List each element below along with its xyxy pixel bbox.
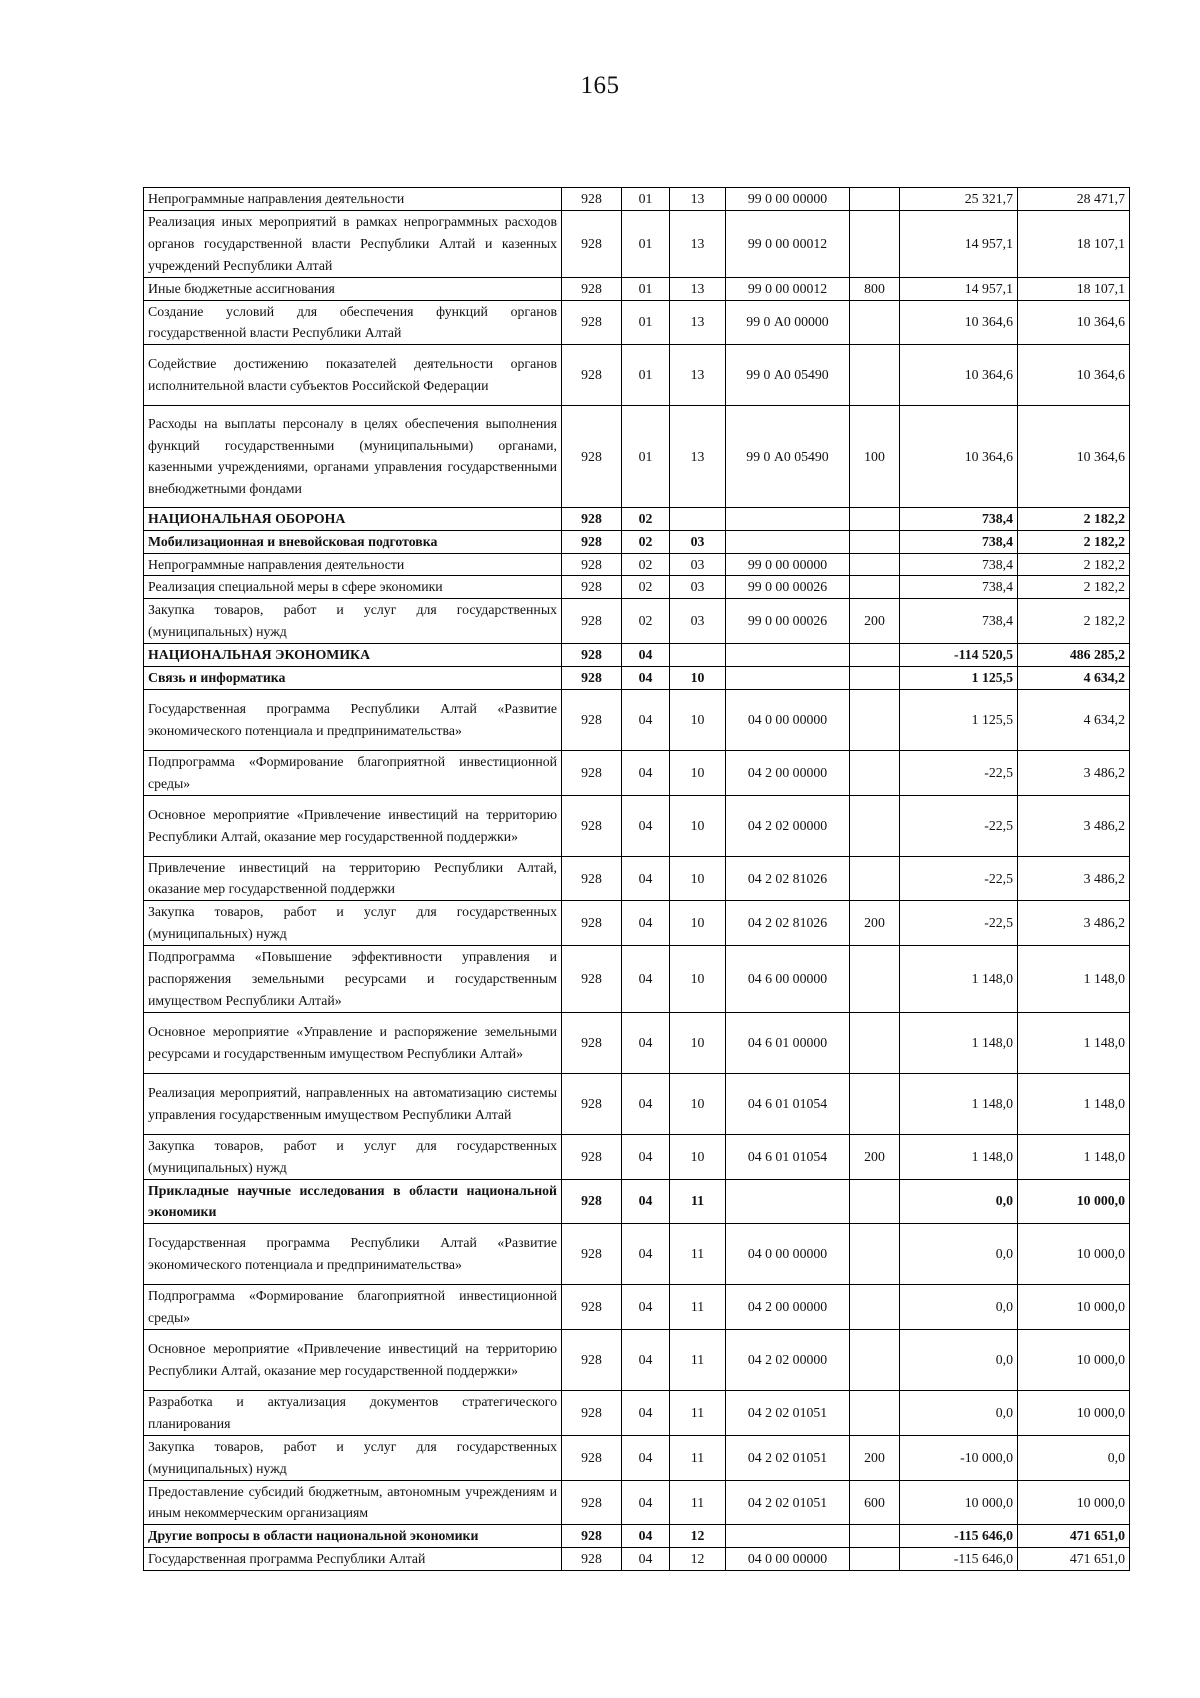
amount-total: 2 182,2: [1018, 599, 1130, 644]
amount-change: 738,4: [900, 599, 1018, 644]
section-code: 01: [622, 345, 670, 406]
item-name: Подпрограмма «Формирование благоприятной инвестиционной среды»: [144, 750, 562, 795]
admin-code: 928: [562, 795, 622, 856]
table-row: [144, 1435, 1130, 1480]
admin-code: 928: [562, 644, 622, 667]
subsection-code: [670, 507, 726, 530]
item-name: Закупка товаров, работ и услуг для государственных (муниципальных) нужд: [144, 901, 562, 946]
target-article-code: 99 0 А0 00000: [726, 300, 850, 345]
page-number: 165: [580, 72, 620, 99]
expense-type-code: [850, 1179, 900, 1224]
amount-total: 10 000,0: [1018, 1224, 1130, 1285]
expense-type-code: 800: [850, 277, 900, 300]
item-name: Закупка товаров, работ и услуг для государственных (муниципальных) нужд: [144, 1435, 562, 1480]
expense-type-code: [850, 750, 900, 795]
amount-change: -115 646,0: [900, 1548, 1018, 1571]
amount-total: 471 651,0: [1018, 1548, 1130, 1571]
amount-change: 14 957,1: [900, 210, 1018, 277]
expense-type-code: [850, 1012, 900, 1073]
amount-total: 4 634,2: [1018, 689, 1130, 750]
section-code: 04: [622, 644, 670, 667]
table-row: [144, 1073, 1130, 1134]
amount-total: 18 107,1: [1018, 277, 1130, 300]
item-name: Привлечение инвестиций на территорию Республики Алтай, оказание мер государственной поддержки: [144, 856, 562, 901]
expense-type-code: [850, 946, 900, 1013]
item-name: Разработка и актуализация документов стратегического планирования: [144, 1390, 562, 1435]
subsection-code: 10: [670, 1073, 726, 1134]
item-name: Государственная программа Республики Алтай «Развитие экономического потенциала и предпринимательства»: [144, 689, 562, 750]
item-name: Мобилизационная и вневойсковая подготовка: [144, 530, 562, 553]
table-row: [144, 1224, 1130, 1285]
section-code: 04: [622, 750, 670, 795]
expense-type-code: 200: [850, 1435, 900, 1480]
target-article-code: [726, 667, 850, 690]
section-code: 04: [622, 946, 670, 1013]
admin-code: 928: [562, 1330, 622, 1391]
admin-code: 928: [562, 901, 622, 946]
expense-type-code: 100: [850, 406, 900, 508]
item-name: НАЦИОНАЛЬНАЯ ОБОРОНА: [144, 507, 562, 530]
section-code: 02: [622, 576, 670, 599]
table-row: [144, 507, 1130, 530]
subsection-code: 13: [670, 345, 726, 406]
subsection-code: 10: [670, 946, 726, 1013]
amount-total: 1 148,0: [1018, 1134, 1130, 1179]
item-name: Иные бюджетные ассигнования: [144, 277, 562, 300]
amount-total: 2 182,2: [1018, 576, 1130, 599]
target-article-code: [726, 644, 850, 667]
subsection-code: 03: [670, 553, 726, 576]
table-row: [144, 1548, 1130, 1571]
amount-change: 25 321,7: [900, 188, 1018, 211]
admin-code: 928: [562, 856, 622, 901]
amount-change: -22,5: [900, 795, 1018, 856]
admin-code: 928: [562, 599, 622, 644]
target-article-code: 04 2 00 00000: [726, 750, 850, 795]
amount-change: 1 125,5: [900, 689, 1018, 750]
subsection-code: 11: [670, 1285, 726, 1330]
target-article-code: 04 2 02 00000: [726, 1330, 850, 1391]
section-code: 02: [622, 507, 670, 530]
amount-total: 10 000,0: [1018, 1285, 1130, 1330]
expense-type-code: 200: [850, 599, 900, 644]
amount-total: 3 486,2: [1018, 856, 1130, 901]
item-name: Другие вопросы в области национальной экономики: [144, 1525, 562, 1548]
item-name: Предоставление субсидий бюджетным, автономным учреждениям и иным некоммерческим организациям: [144, 1480, 562, 1525]
target-article-code: 99 0 00 00026: [726, 599, 850, 644]
subsection-code: 12: [670, 1525, 726, 1548]
section-code: 02: [622, 553, 670, 576]
item-name: Основное мероприятие «Управление и распоряжение земельными ресурсами и государственным имуществом Республики Алтай»: [144, 1012, 562, 1073]
target-article-code: [726, 507, 850, 530]
subsection-code: 03: [670, 576, 726, 599]
section-code: 04: [622, 1548, 670, 1571]
subsection-code: 10: [670, 667, 726, 690]
section-code: 04: [622, 1435, 670, 1480]
item-name: Прикладные научные исследования в области национальной экономики: [144, 1179, 562, 1224]
item-name: Закупка товаров, работ и услуг для государственных (муниципальных) нужд: [144, 1134, 562, 1179]
section-code: 01: [622, 210, 670, 277]
amount-change: 0,0: [900, 1285, 1018, 1330]
table-row: [144, 1525, 1130, 1548]
table-row: [144, 901, 1130, 946]
subsection-code: 10: [670, 1134, 726, 1179]
table-row: [144, 406, 1130, 508]
amount-total: 3 486,2: [1018, 795, 1130, 856]
item-name: Непрограммные направления деятельности: [144, 188, 562, 211]
section-code: 01: [622, 300, 670, 345]
target-article-code: 04 2 02 01051: [726, 1435, 850, 1480]
expense-type-code: [850, 188, 900, 211]
expense-type-code: [850, 1330, 900, 1391]
item-name: Подпрограмма «Формирование благоприятной инвестиционной среды»: [144, 1285, 562, 1330]
target-article-code: 04 6 01 00000: [726, 1012, 850, 1073]
section-code: 04: [622, 1073, 670, 1134]
section-code: 04: [622, 1224, 670, 1285]
subsection-code: 11: [670, 1480, 726, 1525]
section-code: 04: [622, 1525, 670, 1548]
amount-change: 0,0: [900, 1179, 1018, 1224]
admin-code: 928: [562, 1525, 622, 1548]
item-name: Закупка товаров, работ и услуг для государственных (муниципальных) нужд: [144, 599, 562, 644]
target-article-code: [726, 1525, 850, 1548]
admin-code: 928: [562, 345, 622, 406]
subsection-code: 11: [670, 1435, 726, 1480]
subsection-code: 11: [670, 1330, 726, 1391]
amount-change: 738,4: [900, 576, 1018, 599]
amount-change: 10 000,0: [900, 1480, 1018, 1525]
table-row: [144, 856, 1130, 901]
admin-code: 928: [562, 667, 622, 690]
amount-change: -22,5: [900, 901, 1018, 946]
admin-code: 928: [562, 1012, 622, 1073]
amount-change: 738,4: [900, 507, 1018, 530]
amount-total: 4 634,2: [1018, 667, 1130, 690]
admin-code: 928: [562, 1179, 622, 1224]
admin-code: 928: [562, 553, 622, 576]
expense-type-code: [850, 210, 900, 277]
table-row: [144, 795, 1130, 856]
admin-code: 928: [562, 1285, 622, 1330]
admin-code: 928: [562, 750, 622, 795]
table-row: [144, 1012, 1130, 1073]
subsection-code: 13: [670, 300, 726, 345]
amount-change: 0,0: [900, 1330, 1018, 1391]
admin-code: 928: [562, 1134, 622, 1179]
target-article-code: 04 2 02 81026: [726, 901, 850, 946]
amount-total: 2 182,2: [1018, 553, 1130, 576]
amount-total: 10 364,6: [1018, 406, 1130, 508]
amount-total: 2 182,2: [1018, 507, 1130, 530]
amount-total: 10 364,6: [1018, 345, 1130, 406]
item-name: Реализация специальной меры в сфере экономики: [144, 576, 562, 599]
subsection-code: 11: [670, 1179, 726, 1224]
expense-type-code: [850, 1285, 900, 1330]
table-row: [144, 553, 1130, 576]
item-name: Содействие достижению показателей деятельности органов исполнительной власти субъектов Российской Федерации: [144, 345, 562, 406]
item-name: Государственная программа Республики Алтай «Развитие экономического потенциала и предпринимательства»: [144, 1224, 562, 1285]
item-name: Реализация мероприятий, направленных на автоматизацию системы управления государственным имуществом Республики Алтай: [144, 1073, 562, 1134]
admin-code: 928: [562, 1435, 622, 1480]
amount-total: 10 000,0: [1018, 1480, 1130, 1525]
amount-total: 3 486,2: [1018, 750, 1130, 795]
amount-total: 1 148,0: [1018, 1012, 1130, 1073]
target-article-code: 04 6 00 00000: [726, 946, 850, 1013]
target-article-code: 04 2 02 00000: [726, 795, 850, 856]
expense-type-code: [850, 1548, 900, 1571]
subsection-code: 11: [670, 1224, 726, 1285]
admin-code: 928: [562, 530, 622, 553]
table-row: [144, 188, 1130, 211]
amount-change: 738,4: [900, 553, 1018, 576]
expense-type-code: [850, 1390, 900, 1435]
amount-total: 3 486,2: [1018, 901, 1130, 946]
target-article-code: 04 2 00 00000: [726, 1285, 850, 1330]
expense-type-code: [850, 1525, 900, 1548]
target-article-code: 04 2 02 01051: [726, 1390, 850, 1435]
item-name: Подпрограмма «Повышение эффективности управления и распоряжения земельными ресурсами и государственным имуществом Республики Алтай»: [144, 946, 562, 1013]
amount-change: 738,4: [900, 530, 1018, 553]
expense-type-code: 200: [850, 901, 900, 946]
table-row: [144, 1480, 1130, 1525]
admin-code: 928: [562, 406, 622, 508]
table-row: [144, 1330, 1130, 1391]
expense-type-code: [850, 300, 900, 345]
section-code: 04: [622, 667, 670, 690]
amount-total: 10 000,0: [1018, 1179, 1130, 1224]
target-article-code: 99 0 00 00000: [726, 188, 850, 211]
section-code: 04: [622, 1480, 670, 1525]
subsection-code: 10: [670, 856, 726, 901]
table-row: [144, 750, 1130, 795]
target-article-code: 04 0 00 00000: [726, 1224, 850, 1285]
expense-type-code: [850, 576, 900, 599]
subsection-code: 10: [670, 689, 726, 750]
amount-total: 486 285,2: [1018, 644, 1130, 667]
amount-change: -10 000,0: [900, 1435, 1018, 1480]
item-name: НАЦИОНАЛЬНАЯ ЭКОНОМИКА: [144, 644, 562, 667]
target-article-code: 99 0 А0 05490: [726, 406, 850, 508]
table-row: [144, 530, 1130, 553]
expense-type-code: [850, 530, 900, 553]
table-row: [144, 300, 1130, 345]
target-article-code: 99 0 00 00012: [726, 277, 850, 300]
amount-change: 1 148,0: [900, 1073, 1018, 1134]
amount-change: -114 520,5: [900, 644, 1018, 667]
amount-total: 1 148,0: [1018, 1073, 1130, 1134]
table-row: [144, 1179, 1130, 1224]
section-code: 04: [622, 1330, 670, 1391]
expense-type-code: 200: [850, 1134, 900, 1179]
admin-code: 928: [562, 300, 622, 345]
subsection-code: [670, 644, 726, 667]
amount-total: 1 148,0: [1018, 946, 1130, 1013]
target-article-code: 04 6 01 01054: [726, 1134, 850, 1179]
target-article-code: 99 0 00 00012: [726, 210, 850, 277]
subsection-code: 13: [670, 277, 726, 300]
admin-code: 928: [562, 1548, 622, 1571]
subsection-code: 10: [670, 795, 726, 856]
amount-change: 14 957,1: [900, 277, 1018, 300]
item-name: Создание условий для обеспечения функций органов государственной власти Республики Алтай: [144, 300, 562, 345]
table-row: [144, 644, 1130, 667]
section-code: 02: [622, 530, 670, 553]
table-row: [144, 210, 1130, 277]
amount-change: 10 364,6: [900, 345, 1018, 406]
section-code: 04: [622, 901, 670, 946]
admin-code: 928: [562, 1390, 622, 1435]
admin-code: 928: [562, 188, 622, 211]
table-row: [144, 1285, 1130, 1330]
section-code: 01: [622, 406, 670, 508]
item-name: Реализация иных мероприятий в рамках непрограммных расходов органов государственной власти Республики Алтай и казенных учреждений Республики Алтай: [144, 210, 562, 277]
admin-code: 928: [562, 1073, 622, 1134]
amount-change: 1 148,0: [900, 946, 1018, 1013]
amount-total: 10 364,6: [1018, 300, 1130, 345]
admin-code: 928: [562, 1480, 622, 1525]
admin-code: 928: [562, 210, 622, 277]
subsection-code: 11: [670, 1390, 726, 1435]
admin-code: 928: [562, 1224, 622, 1285]
section-code: 01: [622, 277, 670, 300]
admin-code: 928: [562, 277, 622, 300]
target-article-code: 04 2 02 01051: [726, 1480, 850, 1525]
table-row: [144, 277, 1130, 300]
section-code: 04: [622, 1285, 670, 1330]
expense-type-code: [850, 667, 900, 690]
subsection-code: 03: [670, 599, 726, 644]
table-row: [144, 1390, 1130, 1435]
item-name: Связь и информатика: [144, 667, 562, 690]
item-name: Государственная программа Республики Алтай: [144, 1548, 562, 1571]
amount-total: 10 000,0: [1018, 1390, 1130, 1435]
target-article-code: [726, 530, 850, 553]
table-row: [144, 599, 1130, 644]
table-row: [144, 345, 1130, 406]
section-code: 04: [622, 795, 670, 856]
item-name: Непрограммные направления деятельности: [144, 553, 562, 576]
target-article-code: 99 0 00 00000: [726, 553, 850, 576]
amount-change: -22,5: [900, 750, 1018, 795]
table-row: [144, 576, 1130, 599]
target-article-code: 04 0 00 00000: [726, 689, 850, 750]
amount-change: 10 364,6: [900, 406, 1018, 508]
target-article-code: 99 0 00 00026: [726, 576, 850, 599]
section-code: 04: [622, 1012, 670, 1073]
subsection-code: 03: [670, 530, 726, 553]
expense-type-code: [850, 795, 900, 856]
table-row: [144, 689, 1130, 750]
admin-code: 928: [562, 576, 622, 599]
table-row: [144, 946, 1130, 1013]
amount-total: 2 182,2: [1018, 530, 1130, 553]
expense-type-code: [850, 507, 900, 530]
target-article-code: 04 6 01 01054: [726, 1073, 850, 1134]
admin-code: 928: [562, 507, 622, 530]
target-article-code: 99 0 А0 05490: [726, 345, 850, 406]
target-article-code: [726, 1179, 850, 1224]
section-code: 01: [622, 188, 670, 211]
table-row: [144, 1134, 1130, 1179]
amount-total: 18 107,1: [1018, 210, 1130, 277]
subsection-code: 13: [670, 188, 726, 211]
item-name: Основное мероприятие «Привлечение инвестиций на территорию Республики Алтай, оказание мер государственной поддержки»: [144, 795, 562, 856]
subsection-code: 13: [670, 210, 726, 277]
expense-type-code: [850, 689, 900, 750]
amount-change: 0,0: [900, 1390, 1018, 1435]
expense-type-code: 600: [850, 1480, 900, 1525]
section-code: 04: [622, 689, 670, 750]
subsection-code: 10: [670, 1012, 726, 1073]
amount-total: 471 651,0: [1018, 1525, 1130, 1548]
item-name: Основное мероприятие «Привлечение инвестиций на территорию Республики Алтай, оказание мер государственной поддержки»: [144, 1330, 562, 1391]
expense-type-code: [850, 856, 900, 901]
expense-type-code: [850, 644, 900, 667]
subsection-code: 10: [670, 750, 726, 795]
subsection-code: 13: [670, 406, 726, 508]
expense-type-code: [850, 1224, 900, 1285]
amount-change: 1 148,0: [900, 1012, 1018, 1073]
budget-table: [143, 187, 1130, 1571]
amount-change: 1 125,5: [900, 667, 1018, 690]
section-code: 04: [622, 1134, 670, 1179]
amount-total: 0,0: [1018, 1435, 1130, 1480]
target-article-code: 04 0 00 00000: [726, 1548, 850, 1571]
item-name: Расходы на выплаты персоналу в целях обеспечения выполнения функций государственными (муниципальными) органами, казенными учреждениями, органами управления государственными внебюджетными фондами: [144, 406, 562, 508]
section-code: 04: [622, 1390, 670, 1435]
target-article-code: 04 2 02 81026: [726, 856, 850, 901]
amount-change: 0,0: [900, 1224, 1018, 1285]
subsection-code: 10: [670, 901, 726, 946]
amount-total: 10 000,0: [1018, 1330, 1130, 1391]
amount-change: 1 148,0: [900, 1134, 1018, 1179]
expense-type-code: [850, 553, 900, 576]
subsection-code: 12: [670, 1548, 726, 1571]
section-code: 02: [622, 599, 670, 644]
amount-change: 10 364,6: [900, 300, 1018, 345]
amount-change: -115 646,0: [900, 1525, 1018, 1548]
admin-code: 928: [562, 946, 622, 1013]
expense-type-code: [850, 345, 900, 406]
table-row: [144, 667, 1130, 690]
amount-change: -22,5: [900, 856, 1018, 901]
section-code: 04: [622, 1179, 670, 1224]
amount-total: 28 471,7: [1018, 188, 1130, 211]
section-code: 04: [622, 856, 670, 901]
expense-type-code: [850, 1073, 900, 1134]
admin-code: 928: [562, 689, 622, 750]
